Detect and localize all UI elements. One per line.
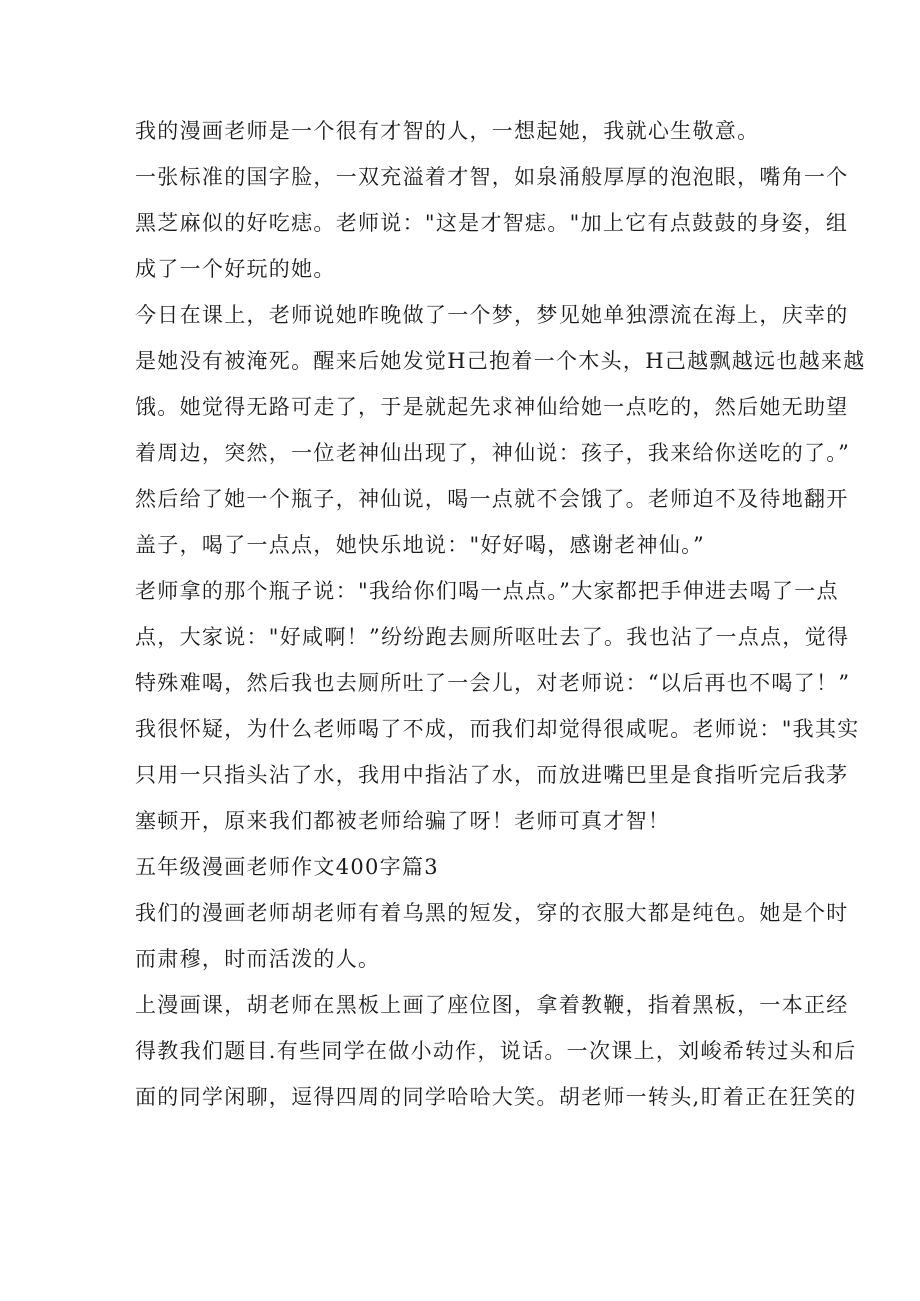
- paragraph-line: 只用一只指头沾了水，我用中指沾了水，而放进嘴巴里是食指听完后我茅: [135, 763, 849, 787]
- paragraph-line: 盖子，喝了一点点，她快乐地说："好好喝，感谢老神仙。”: [135, 533, 705, 557]
- paragraph-line: 塞顿开，原来我们都被老师给骗了呀！老师可真才智！: [135, 809, 671, 833]
- paragraph-line: 老师拿的那个瓶子说："我给你们喝一点点。”大家都把手伸进去喝了一点: [135, 579, 839, 603]
- paragraph-line: 面的同学闲聊，逗得四周的同学哈哈大笑。胡老师一转头,盯着正在狂笑的: [135, 1085, 857, 1109]
- paragraph-line: 我的漫画老师是一个很有才智的人，一想起她，我就心生敬意。: [135, 119, 760, 143]
- paragraph-line: 今日在课上，老师说她昨晚做了一个梦，梦见她单独漂流在海上，庆幸的: [135, 303, 849, 327]
- paragraph-line: 特殊难喝，然后我也去厕所吐了一会儿，对老师说：“以后再也不喝了！”: [135, 671, 851, 695]
- paragraph-line: 然后给了她一个瓶子，神仙说，喝一点就不会饿了。老师迫不及待地翻开: [135, 487, 849, 511]
- document-body: [135, 108, 866, 1120]
- paragraph-line: 点，大家说："好咸啊！”纷纷跑去厕所呕吐去了。我也沾了一点点，觉得: [135, 625, 850, 649]
- paragraph-line: 着周边，突然，一位老神仙出现了，神仙说：孩子，我来给你送吃的了。”: [135, 441, 851, 465]
- paragraph-line: 饿。她觉得无路可走了，于是就起先求神仙给她一点吃的，然后她无助望: [135, 395, 849, 419]
- paragraph-line: 得教我们题目.有些同学在做小动作，说话。一次课上，刘峻希转过头和后: [135, 1039, 857, 1063]
- paragraph-line: 黑芝麻似的好吃痣。老师说："这是才智痣。"加上它有点鼓鼓的身姿，组: [135, 211, 849, 235]
- paragraph-line: 我们的漫画老师胡老师有着乌黑的短发，穿的衣服大都是纯色。她是个时: [135, 901, 849, 925]
- paragraph-line: 是她没有被淹死。醒来后她发觉H己抱着一个木头，H己越飘越远也越来越: [135, 349, 866, 373]
- section-heading: 五年级漫画老师作文400字篇3: [135, 855, 439, 879]
- paragraph-line: 成了一个好玩的她。: [135, 257, 336, 281]
- paragraph-line: 而肃穆，时而活泼的人。: [135, 947, 381, 971]
- paragraph-line: 一张标准的国字脸，一双充溢着才智，如泉涌般厚厚的泡泡眼，嘴角一个: [135, 165, 849, 189]
- paragraph-line: 上漫画课，胡老师在黑板上画了座位图，拿着教鞭，指着黑板，一本正经: [135, 993, 849, 1017]
- paragraph-line: 我很怀疑，为什么老师喝了不成，而我们却觉得很咸呢。老师说："我其实: [135, 717, 860, 741]
